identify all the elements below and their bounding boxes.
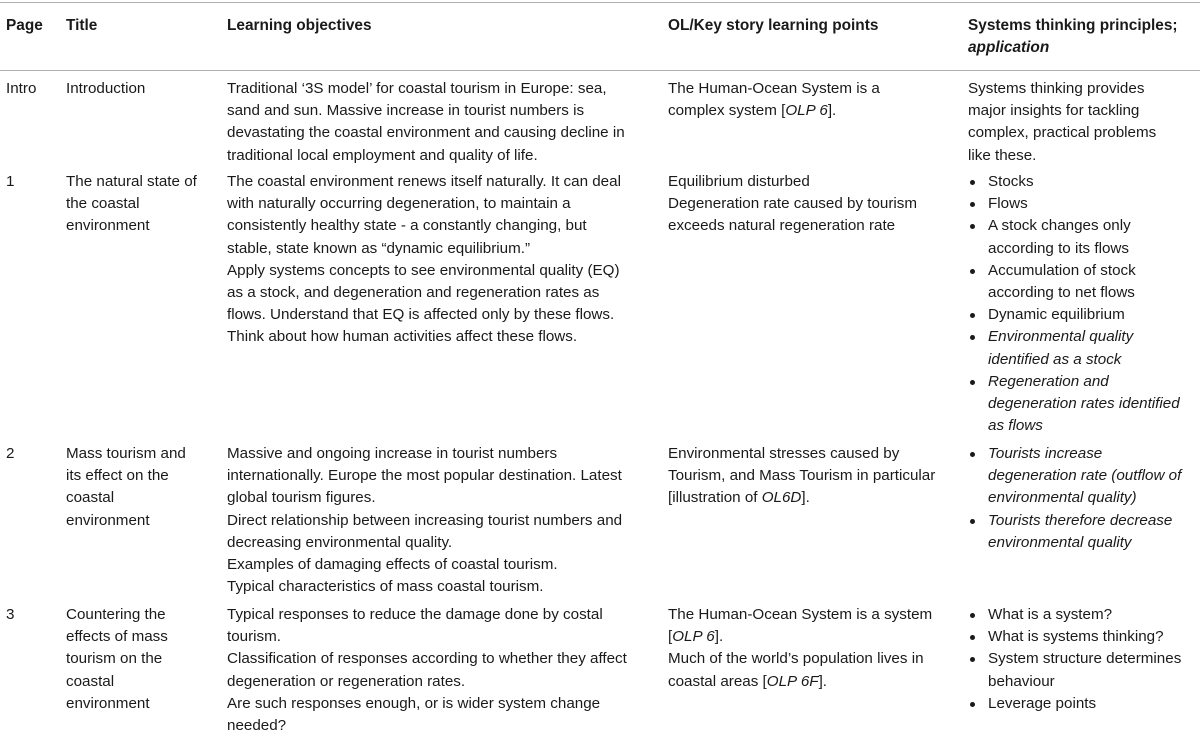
bullet-item — [968, 693, 1200, 715]
bullet-icon — [970, 224, 975, 229]
table-top-rule — [0, 2, 1200, 3]
bullet-icon — [970, 335, 975, 340]
text-line: A stock changes only — [988, 217, 1131, 235]
text-line — [668, 100, 953, 122]
text-line: stable, state known as “dynamic equilibrium.” — [227, 239, 531, 257]
header-ol-key-story: OL/Key story learning points — [668, 17, 879, 34]
header-learning-objectives: Learning objectives — [227, 17, 372, 34]
text-line: needed? — [227, 717, 287, 735]
text-line: Regeneration and — [988, 372, 1109, 390]
text-line: flows. Understand that EQ is affected only by these flows. — [227, 306, 615, 324]
row-page: 1 — [6, 173, 15, 190]
text-line: with naturally occurring degeneration, to maintain a — [227, 195, 571, 213]
bullet-icon — [970, 269, 975, 274]
text-line: Much of the world’s population lives in — [668, 650, 924, 668]
header-title: Title — [66, 17, 98, 34]
text-line: Environmental quality — [988, 328, 1134, 346]
olp-reference: OLP 6 — [785, 102, 828, 120]
text-line: tourism on the — [66, 650, 163, 668]
bullet-item — [968, 648, 1200, 692]
bullet-item — [968, 260, 1200, 304]
text-line: as a stock, and degeneration and regeneration rates as — [227, 284, 600, 302]
text-line: complex, practical problems — [968, 124, 1157, 142]
text-line: decreasing environmental quality. — [227, 533, 453, 551]
text-line: Countering the — [66, 606, 166, 623]
text-line: Stocks — [988, 173, 1034, 190]
text-line: Tourism, and Mass Tourism in particular — [668, 467, 936, 485]
text-line: according to net flows — [988, 284, 1135, 302]
text-line: degeneration or regeneration rates. — [227, 672, 466, 690]
bullet-icon — [970, 635, 975, 640]
bullet-icon — [970, 519, 975, 524]
bullet-icon — [970, 380, 975, 385]
text-line — [668, 671, 953, 693]
text-line: global tourism figures. — [227, 489, 376, 507]
text-line: Are such responses enough, or is wider system change — [227, 694, 601, 712]
header-systems-thinking — [968, 15, 1200, 59]
bullet-item — [968, 443, 1200, 510]
text-line: effects of mass — [66, 628, 168, 646]
text-line: Accumulation of stock — [988, 261, 1136, 279]
header-application-label: application — [968, 39, 1050, 57]
text-line: Flows — [988, 195, 1028, 213]
text-line: Apply systems concepts to see environmental quality (EQ) — [227, 261, 620, 279]
text-line — [668, 487, 953, 509]
bullet-item — [968, 510, 1200, 554]
bullet-list — [968, 171, 1200, 437]
row-page: 2 — [6, 445, 15, 462]
text-line: Typical characteristics of mass coastal tourism. — [227, 578, 544, 596]
text-line: internationally. Europe the most popular destination. Latest — [227, 467, 622, 485]
text-line: degeneration rate (outflow of — [988, 467, 1182, 485]
text-line: The natural state of — [66, 173, 197, 190]
row-objectives — [227, 443, 652, 598]
row-title: Introduction — [66, 80, 146, 97]
bullet-icon — [970, 702, 975, 707]
bullet-icon — [970, 180, 975, 185]
bullet-list — [968, 604, 1200, 715]
bullet-item — [968, 371, 1200, 438]
row-ol-points — [668, 171, 953, 238]
text-line: like these. — [968, 146, 1037, 164]
text-line: Tourists increase — [988, 445, 1103, 462]
text-line: tourism. — [227, 628, 282, 646]
bullet-item — [968, 193, 1200, 215]
bullet-item — [968, 604, 1200, 626]
text-fragment: ]. — [801, 489, 810, 507]
text-line: Systems thinking provides — [968, 80, 1145, 97]
text-line: environmental quality) — [988, 489, 1137, 507]
header-systems-label: Systems thinking principles; — [968, 17, 1178, 34]
text-line: identified as a stock — [988, 350, 1122, 368]
bullet-icon — [970, 202, 975, 207]
row-systems — [968, 171, 1200, 437]
text-fragment: [illustration of — [668, 489, 762, 507]
row-ol-points — [668, 443, 953, 510]
bullet-icon — [970, 313, 975, 318]
olp-reference: OL6D — [761, 489, 802, 507]
text-line: coastal — [66, 489, 115, 507]
text-fragment: coastal areas [ — [668, 672, 767, 690]
header-page: Page — [6, 17, 43, 34]
text-line: What is a system? — [988, 606, 1113, 623]
text-line: Traditional ‘3S model’ for coastal tourism in Europe: sea, — [227, 80, 607, 97]
text-line: Mass tourism and — [66, 445, 186, 462]
row-page: 3 — [6, 606, 15, 623]
bullet-item — [968, 304, 1200, 326]
bullet-icon — [970, 613, 975, 618]
text-line: System structure determines — [988, 650, 1182, 668]
bullet-item — [968, 215, 1200, 259]
text-line: exceeds natural regeneration rate — [668, 217, 896, 235]
row-title — [66, 171, 216, 238]
olp-reference: OLP 6 — [672, 628, 715, 646]
row-objectives — [227, 78, 652, 167]
text-line: Direct relationship between increasing tourist numbers and — [227, 511, 623, 529]
text-line: degeneration rates identified — [988, 395, 1180, 413]
text-line: The coastal environment renews itself naturally. It can deal — [227, 173, 621, 190]
text-line: environment — [66, 217, 150, 235]
text-line: devastating the coastal environment and causing decline in — [227, 124, 625, 142]
row-systems — [968, 78, 1200, 167]
text-line: Typical responses to reduce the damage done by costal — [227, 606, 603, 623]
bullet-item — [968, 626, 1200, 648]
text-line: Classification of responses according to whether they affect — [227, 650, 627, 668]
text-fragment: complex system [ — [668, 102, 786, 120]
row-ol-points — [668, 604, 953, 693]
text-fragment: ]. — [818, 672, 828, 690]
text-line: sand and sun. Massive increase in tourist numbers is — [227, 102, 585, 120]
text-line: Equilibrium disturbed — [668, 173, 810, 190]
text-line: The Human-Ocean System is a system — [668, 606, 933, 623]
text-line: Dynamic equilibrium — [988, 306, 1125, 324]
bullet-icon — [970, 452, 975, 457]
text-line: according to its flows — [988, 239, 1129, 257]
bullet-item — [968, 171, 1200, 193]
text-fragment: ]. — [714, 628, 724, 646]
text-fragment: ]. — [827, 102, 837, 120]
text-line: Tourists therefore decrease — [988, 511, 1173, 529]
row-title — [66, 443, 216, 532]
text-line: What is systems thinking? — [988, 628, 1164, 646]
text-line — [668, 626, 953, 648]
row-objectives — [227, 604, 652, 737]
table-header-rule — [0, 70, 1200, 71]
text-line: consistently healthy state - a constantly changing, but — [227, 217, 587, 235]
text-line: Environmental stresses caused by — [668, 445, 900, 462]
text-line: Massive and ongoing increase in tourist numbers — [227, 445, 558, 462]
text-line: environment — [66, 511, 150, 529]
text-fragment: [ — [668, 628, 673, 646]
row-systems — [968, 443, 1200, 554]
text-line: traditional local employment and quality of life. — [227, 146, 538, 164]
text-line: Degeneration rate caused by tourism — [668, 195, 918, 213]
row-objectives — [227, 171, 652, 349]
text-line: major insights for tackling — [968, 102, 1140, 120]
bullet-list — [968, 443, 1200, 554]
text-line: Leverage points — [988, 694, 1097, 712]
text-line: The Human-Ocean System is a — [668, 80, 880, 97]
row-systems — [968, 604, 1200, 715]
row-title — [66, 604, 216, 715]
bullet-item — [968, 326, 1200, 370]
row-page: Intro — [6, 80, 37, 97]
text-line: environment — [66, 694, 150, 712]
text-line: Examples of damaging effects of coastal tourism. — [227, 556, 558, 574]
text-line: as flows — [988, 417, 1043, 435]
olp-reference: OLP 6F — [766, 672, 819, 690]
bullet-icon — [970, 657, 975, 662]
row-ol-points — [668, 78, 953, 122]
text-line: behaviour — [988, 672, 1055, 690]
text-line: environmental quality — [988, 533, 1132, 551]
text-line: coastal — [66, 672, 115, 690]
text-line: the coastal — [66, 195, 140, 213]
text-line: its effect on the — [66, 467, 169, 485]
text-line: Think about how human activities affect these flows. — [227, 328, 578, 346]
